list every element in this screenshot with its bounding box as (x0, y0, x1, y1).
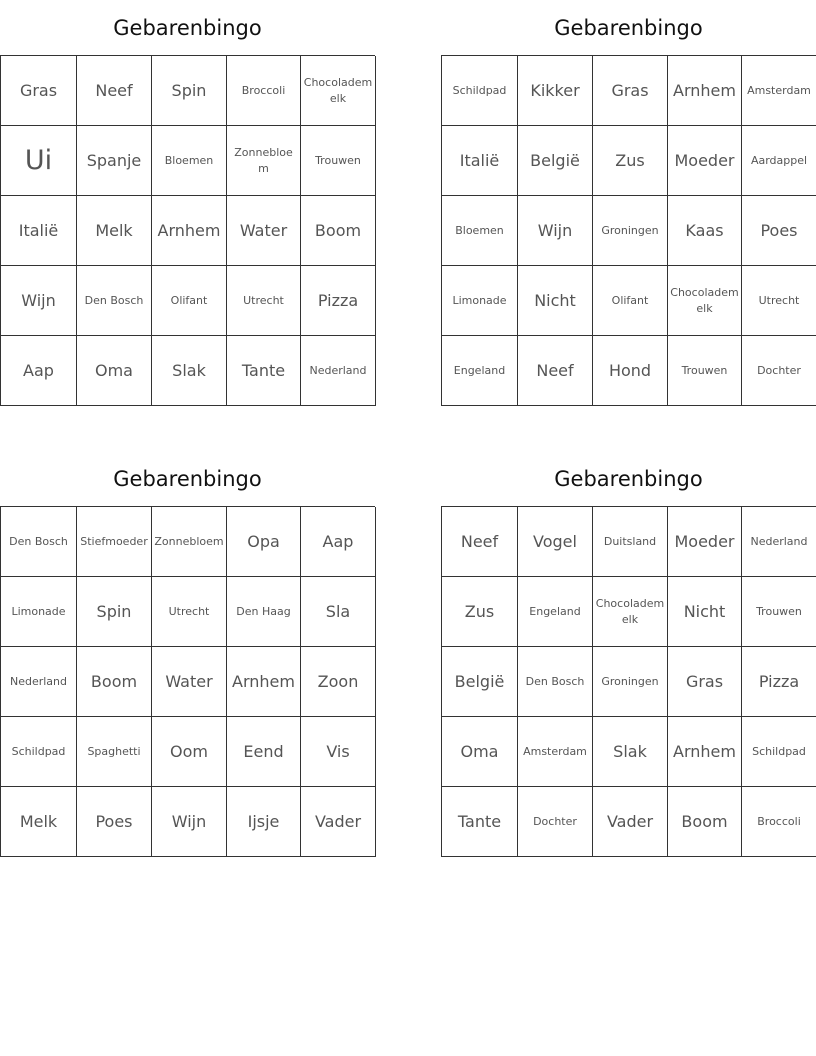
bingo-cell: Italië (442, 126, 518, 196)
bingo-cell: Hond (593, 336, 668, 406)
bingo-cell: Pizza (301, 266, 376, 336)
bingo-cell: Poes (77, 787, 152, 857)
bingo-cell: Chocolademelk (668, 266, 742, 336)
bingo-cell: Limonade (1, 577, 77, 647)
bingo-cell: Utrecht (742, 266, 816, 336)
bingo-cell: Kaas (668, 196, 742, 266)
bingo-cell: Arnhem (227, 647, 301, 717)
bingo-cell: Arnhem (668, 56, 742, 126)
bingo-cell: Dochter (742, 336, 816, 406)
bingo-cell: Tante (442, 787, 518, 857)
card-title: Gebarenbingo (113, 16, 262, 40)
bingo-card-4 (441, 451, 816, 857)
bingo-grid (0, 55, 375, 406)
bingo-cell: Zus (442, 577, 518, 647)
bingo-cell: Kikker (518, 56, 593, 126)
bingo-cell: Broccoli (742, 787, 816, 857)
card-title: Gebarenbingo (554, 16, 703, 40)
bingo-cell: België (442, 647, 518, 717)
bingo-cell: Schildpad (1, 717, 77, 787)
bingo-cell: Nicht (668, 577, 742, 647)
bingo-cell: Schildpad (442, 56, 518, 126)
bingo-cell: Moeder (668, 507, 742, 577)
bingo-cell: Water (227, 196, 301, 266)
bingo-cell: Tante (227, 336, 301, 406)
bingo-cell: Ijsje (227, 787, 301, 857)
bingo-cell: Boom (77, 647, 152, 717)
bingo-cell: Oom (152, 717, 227, 787)
bingo-cell: Spin (77, 577, 152, 647)
bingo-cell: Nederland (301, 336, 376, 406)
bingo-cell: Amsterdam (518, 717, 593, 787)
bingo-cell: Sla (301, 577, 376, 647)
bingo-cell: Vis (301, 717, 376, 787)
bingo-cell: Trouwen (668, 336, 742, 406)
bingo-cell: Trouwen (301, 126, 376, 196)
bingo-grid (0, 506, 375, 857)
bingo-cell: Zoon (301, 647, 376, 717)
bingo-cell: Nicht (518, 266, 593, 336)
bingo-cell: Groningen (593, 647, 668, 717)
bingo-cell: Dochter (518, 787, 593, 857)
bingo-cell: Gras (593, 56, 668, 126)
bingo-cell: Olifant (593, 266, 668, 336)
bingo-cell: Zus (593, 126, 668, 196)
bingo-cell: Pizza (742, 647, 816, 717)
bingo-cell: Slak (593, 717, 668, 787)
bingo-cell: Italië (1, 196, 77, 266)
bingo-cell: België (518, 126, 593, 196)
bingo-cell: Nederland (742, 507, 816, 577)
bingo-cell: Oma (77, 336, 152, 406)
bingo-cell: Den Bosch (1, 507, 77, 577)
bingo-cell: Water (152, 647, 227, 717)
bingo-cell: Utrecht (152, 577, 227, 647)
bingo-cell: Aap (301, 507, 376, 577)
bingo-cell: Groningen (593, 196, 668, 266)
bingo-cell: Melk (1, 787, 77, 857)
bingo-card-1 (0, 0, 375, 406)
bingo-cell: Oma (442, 717, 518, 787)
bingo-cell: Duitsland (593, 507, 668, 577)
bingo-cell: Stiefmoeder (77, 507, 152, 577)
bingo-card-3 (0, 451, 375, 857)
bingo-cell: Den Haag (227, 577, 301, 647)
bingo-cell: Engeland (442, 336, 518, 406)
bingo-grid (441, 55, 816, 406)
bingo-cell: Utrecht (227, 266, 301, 336)
bingo-cell: Neef (77, 56, 152, 126)
bingo-cell: Arnhem (152, 196, 227, 266)
bingo-grid (441, 506, 816, 857)
bingo-cell: Olifant (152, 266, 227, 336)
bingo-cell: Nederland (1, 647, 77, 717)
bingo-cell: Chocolademelk (593, 577, 668, 647)
bingo-cell: Spanje (77, 126, 152, 196)
bingo-cell: Eend (227, 717, 301, 787)
bingo-cell: Boom (301, 196, 376, 266)
bingo-cell: Chocolademelk (301, 56, 376, 126)
card-title: Gebarenbingo (554, 467, 703, 491)
bingo-cell: Engeland (518, 577, 593, 647)
bingo-cell: Wijn (1, 266, 77, 336)
bingo-cell: Neef (518, 336, 593, 406)
bingo-cell: Den Bosch (77, 266, 152, 336)
bingo-cell: Zonnebloem (152, 507, 227, 577)
bingo-cell: Bloemen (442, 196, 518, 266)
bingo-cell: Vogel (518, 507, 593, 577)
bingo-cell: Poes (742, 196, 816, 266)
card-title: Gebarenbingo (113, 467, 262, 491)
bingo-cell: Schildpad (742, 717, 816, 787)
bingo-cell: Neef (442, 507, 518, 577)
bingo-cell: Ui (1, 126, 77, 196)
bingo-cell: Wijn (518, 196, 593, 266)
bingo-cell: Gras (1, 56, 77, 126)
bingo-cell: Moeder (668, 126, 742, 196)
bingo-cell: Trouwen (742, 577, 816, 647)
bingo-cell: Boom (668, 787, 742, 857)
bingo-cell: Slak (152, 336, 227, 406)
bingo-cell: Gras (668, 647, 742, 717)
bingo-cell: Melk (77, 196, 152, 266)
bingo-cell: Zonnebloem (227, 126, 301, 196)
bingo-cell: Wijn (152, 787, 227, 857)
bingo-cell: Vader (301, 787, 376, 857)
bingo-card-2 (441, 0, 816, 406)
bingo-cell: Aardappel (742, 126, 816, 196)
bingo-cell: Arnhem (668, 717, 742, 787)
bingo-cell: Limonade (442, 266, 518, 336)
bingo-cell: Amsterdam (742, 56, 816, 126)
bingo-cell: Broccoli (227, 56, 301, 126)
bingo-cell: Vader (593, 787, 668, 857)
bingo-cell: Bloemen (152, 126, 227, 196)
bingo-cell: Aap (1, 336, 77, 406)
bingo-cell: Opa (227, 507, 301, 577)
bingo-cell: Den Bosch (518, 647, 593, 717)
bingo-cell: Spin (152, 56, 227, 126)
bingo-cell: Spaghetti (77, 717, 152, 787)
